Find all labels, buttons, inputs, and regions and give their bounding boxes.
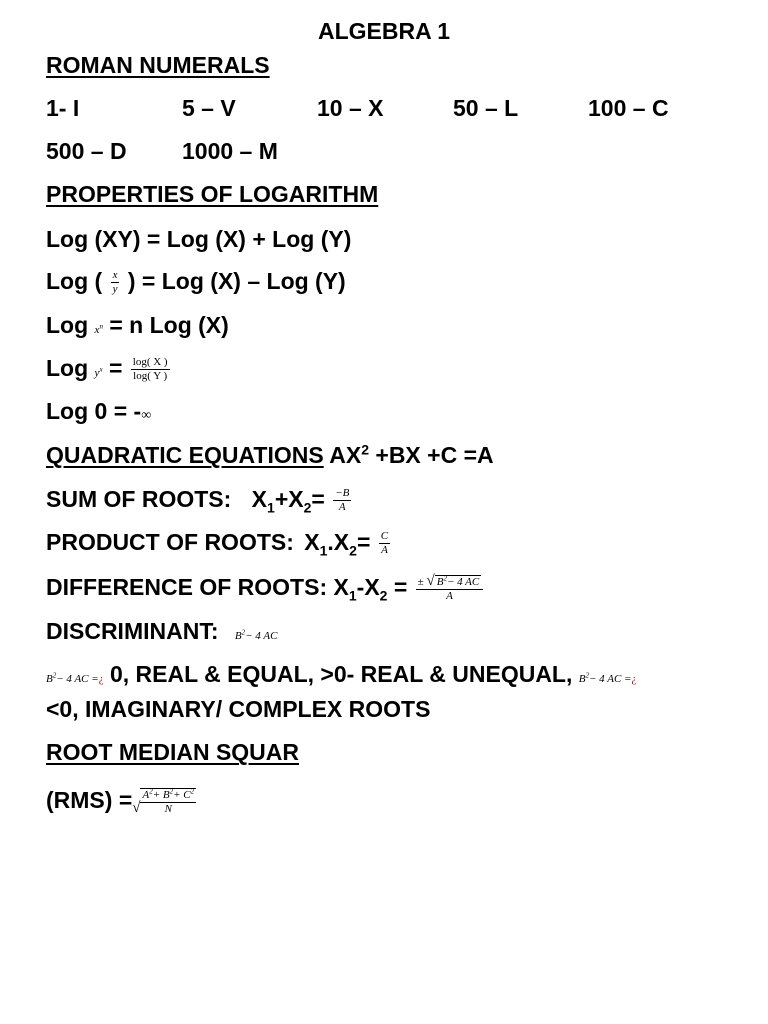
condition-text: 0, REAL & EQUAL, >0- REAL & UNEQUAL, [109, 661, 573, 687]
fraction [131, 356, 170, 383]
roman-row-2 [46, 137, 726, 165]
text: ) = Log (X) – Log (Y) [127, 268, 346, 294]
quadratic-general-form: $AX^2 +BX +C =A$ [329, 441, 494, 468]
log-product-rule: Log (XY) = Log (X) + Log (Y) [46, 226, 352, 252]
numerator: −B [335, 487, 350, 500]
text: = [108, 355, 123, 381]
text: Log [46, 355, 89, 381]
roman-item: 1- I [46, 95, 80, 121]
roman-item: 500 – D [46, 138, 127, 164]
log-power-rule [46, 311, 229, 344]
numerator: log( X ) [132, 356, 168, 369]
denominator: log( Y ) [133, 370, 168, 383]
discriminant-expression: $B^2- 4$ AC =¿ [46, 671, 104, 685]
fraction [416, 574, 484, 603]
log-quotient-rule [46, 267, 346, 296]
roman-item: 50 – L [453, 95, 519, 121]
expression: $X_1+X_2=$ [251, 486, 325, 516]
text: Log 0 = - [46, 398, 142, 424]
denominator: A [338, 501, 346, 514]
log-zero-rule [46, 397, 151, 430]
rms-formula [46, 786, 196, 816]
numerator: C [380, 530, 389, 543]
product-of-roots [46, 528, 392, 557]
sum-of-roots [46, 485, 353, 514]
fraction [333, 487, 351, 514]
denominator: y [112, 283, 118, 296]
label: SUM OF ROOTS: [46, 486, 232, 512]
roman-numerals-heading: ROMAN NUMERALS [46, 52, 270, 78]
quadratic-heading: QUADRATIC EQUATIONS [46, 442, 324, 468]
discriminant-expression: $B^2- 4$ AC =¿ [578, 671, 637, 685]
discriminant-conditions-continued: <0, IMAGINARY/ COMPLEX ROOTS [46, 696, 431, 722]
discriminant [46, 617, 277, 650]
label: (RMS) = [46, 787, 133, 813]
label: DIFFERENCE OF ROOTS: [46, 574, 328, 600]
log-change-of-base-rule [46, 354, 172, 387]
denominator: A [381, 544, 388, 557]
square-root: √ $\frac{A^2+ B^2+ C^2}{N}$ [132, 787, 195, 816]
roman-item: 10 – X [317, 95, 384, 121]
numerator: $A^2+ B^2+ C^2$ [142, 787, 195, 801]
expression: $X_1-X_2$ = [333, 574, 408, 604]
page-title: ALGEBRA 1 [317, 18, 451, 44]
label: DISCRIMINANT: [46, 618, 219, 644]
denominator: N [164, 802, 172, 815]
roman-item: 1000 – M [182, 138, 278, 164]
math-term: $y^x$ [94, 365, 103, 379]
math-term: $x^n$ [94, 322, 103, 336]
numerator: x [112, 269, 118, 282]
roman-item: 100 – C [588, 95, 669, 121]
text: = n Log (X) [109, 312, 229, 338]
text: Log [46, 312, 89, 338]
denominator: A [446, 590, 453, 603]
roman-row-1 [46, 94, 726, 122]
difference-of-roots [46, 573, 485, 603]
infinity-symbol: ∞ [141, 408, 152, 423]
label: PRODUCT OF ROOTS: [46, 529, 294, 555]
fraction [111, 269, 120, 296]
roman-item: 5 – V [182, 95, 236, 121]
expression: $X_1.X_2=$ [304, 529, 371, 559]
quadratic-equation-line [46, 441, 494, 469]
logarithm-heading: PROPERTIES OF LOGARITHM [46, 181, 379, 207]
discriminant-conditions [46, 660, 636, 693]
discriminant-expression: $B^2- 4$ AC [234, 628, 278, 642]
text: Log ( [46, 268, 103, 294]
numerator: ± √ $B^2- 4$ AC [416, 574, 484, 590]
fraction [379, 530, 390, 557]
square-root: √ $B^2- 4$ AC [426, 573, 480, 590]
rms-heading: ROOT MEDIAN SQUAR [46, 739, 299, 765]
